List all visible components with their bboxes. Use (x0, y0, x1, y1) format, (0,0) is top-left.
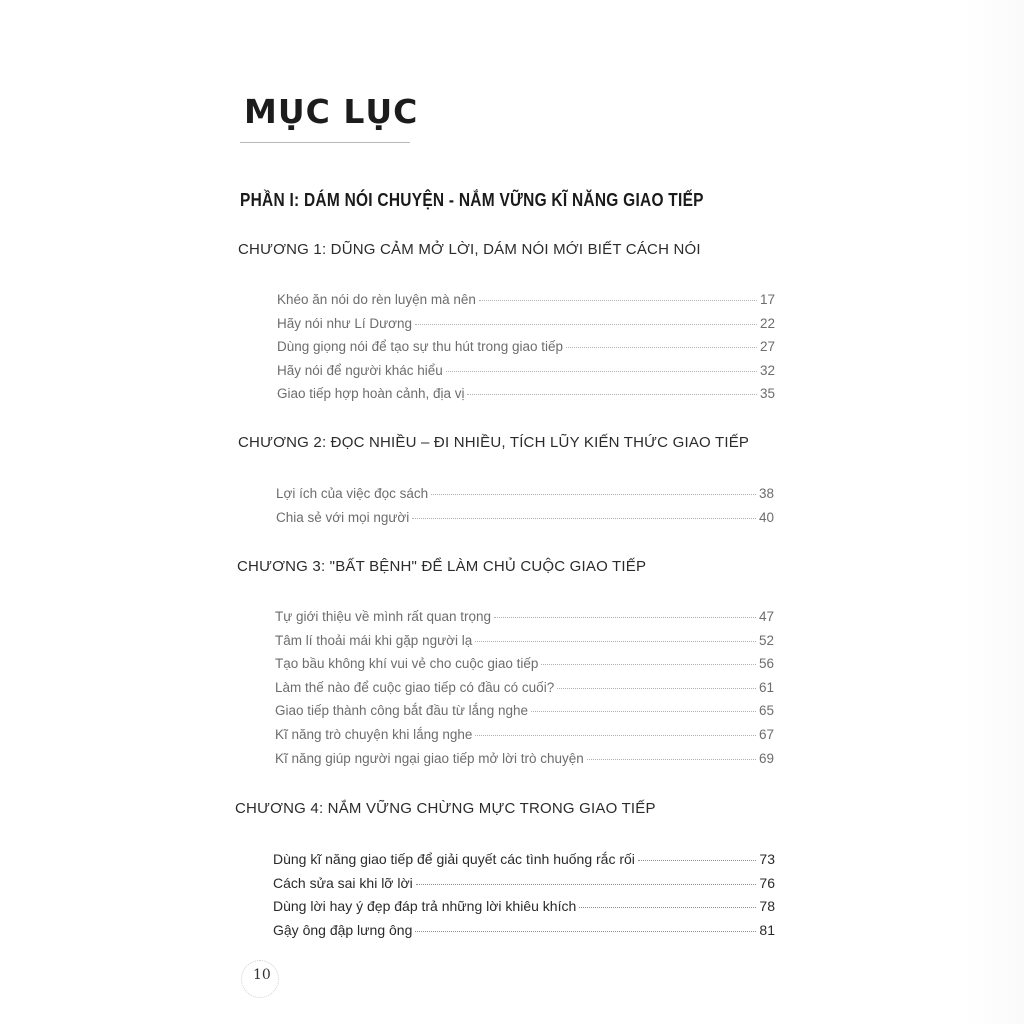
dot-leader (557, 688, 756, 689)
entry-title: Dùng lời hay ý đẹp đáp trả những lời khiêu khích (273, 898, 577, 915)
toc-entry[interactable] (275, 609, 774, 633)
page-number: 10 (253, 967, 271, 983)
chapter-1-entries (277, 292, 775, 410)
entry-page: 73 (759, 851, 775, 867)
dot-leader (431, 494, 756, 495)
dot-leader (638, 860, 757, 861)
entry-title: Lợi ích của việc đọc sách (276, 486, 429, 501)
page-title: MỤC LỤC (244, 92, 419, 131)
entry-title: Làm thế nào để cuộc giao tiếp có đầu có cuối? (275, 679, 555, 695)
toc-entry[interactable] (273, 922, 775, 946)
dot-leader (541, 664, 756, 665)
chapter-heading: CHƯƠNG 2: ĐỌC NHIỀU – ĐI NHIỀU, TÍCH LŨY KIẾN THỨC GIAO TIẾP (238, 434, 750, 451)
dot-leader (566, 347, 757, 348)
entry-page: 17 (759, 292, 775, 307)
entry-page: 56 (758, 656, 774, 672)
toc-entry[interactable] (277, 339, 775, 363)
dot-leader (415, 931, 756, 932)
title-underline (240, 142, 410, 143)
entry-page: 32 (759, 362, 775, 378)
toc-entry[interactable] (277, 292, 775, 316)
toc-entry[interactable] (275, 633, 774, 657)
entry-page: 47 (758, 609, 774, 624)
dot-leader (587, 759, 756, 760)
entry-page: 65 (758, 703, 774, 719)
dot-leader (475, 735, 756, 736)
chapter-3-entries (275, 609, 774, 774)
toc-entry[interactable] (275, 656, 774, 680)
toc-entry[interactable] (273, 898, 775, 922)
toc-entry[interactable] (276, 510, 774, 534)
dot-leader (446, 371, 757, 372)
entry-page: 22 (759, 315, 775, 331)
toc-entry[interactable] (277, 386, 775, 410)
toc-entry[interactable] (273, 851, 775, 875)
dot-leader (531, 711, 756, 712)
entry-page: 38 (758, 486, 774, 501)
dot-leader (415, 324, 757, 325)
dot-leader (475, 641, 756, 642)
entry-title: Tâm lí thoải mái khi gặp người lạ (275, 632, 473, 648)
entry-title: Dùng giọng nói để tạo sự thu hút trong giao tiếp (277, 339, 563, 355)
dot-leader (494, 617, 756, 618)
entry-page: 35 (759, 386, 775, 402)
entry-page: 27 (759, 339, 775, 355)
toc-entry[interactable] (276, 486, 774, 510)
entry-page: 61 (758, 679, 774, 695)
chapter-4-entries (273, 851, 775, 945)
entry-page: 78 (759, 898, 775, 915)
dot-leader (412, 518, 756, 519)
entry-page: 40 (758, 509, 774, 525)
entry-title: Gậy ông đập lưng ông (273, 921, 413, 938)
part-heading: PHẦN I: DÁM NÓI CHUYỆN - NẮM VỮNG KĨ NĂNG GIAO TIẾP (240, 190, 704, 210)
entry-page: 52 (758, 632, 774, 648)
chapter-2-entries (276, 486, 774, 533)
dot-leader (467, 394, 756, 395)
toc-entry[interactable] (277, 363, 775, 387)
entry-title: Kĩ năng trò chuyện khi lắng nghe (275, 726, 473, 742)
entry-page: 76 (759, 874, 775, 891)
chapter-heading: CHƯƠNG 1: DŨNG CẢM MỞ LỜI, DÁM NÓI MỚI BIẾT CÁCH NÓI (238, 241, 701, 258)
chapter-heading: CHƯƠNG 4: NẮM VỮNG CHỪNG MỰC TRONG GIAO TIẾP (235, 800, 656, 817)
dot-leader (579, 907, 756, 908)
entry-title: Chia sẻ với mọi người (276, 509, 410, 525)
entry-title: Giao tiếp thành công bắt đầu từ lắng nghe (275, 703, 528, 719)
entry-title: Kĩ năng giúp người ngại giao tiếp mở lời trò chuyện (275, 750, 584, 766)
toc-entry[interactable] (277, 316, 775, 340)
entry-title: Tạo bầu không khí vui vẻ cho cuộc giao tiếp (275, 656, 539, 672)
entry-page: 81 (759, 921, 775, 938)
toc-entry[interactable] (275, 751, 774, 775)
entry-title: Giao tiếp hợp hoàn cảnh, địa vị (277, 386, 465, 402)
entry-page: 67 (758, 726, 774, 742)
toc-entry[interactable] (275, 680, 774, 704)
entry-title: Tự giới thiệu về mình rất quan trọng (275, 609, 491, 624)
dot-leader (416, 884, 757, 885)
toc-entry[interactable] (275, 727, 774, 751)
entry-page: 69 (758, 750, 774, 766)
entry-title: Hãy nói để người khác hiểu (277, 362, 443, 378)
toc-entry[interactable] (273, 875, 775, 899)
entry-title: Hãy nói như Lí Dương (277, 315, 412, 331)
entry-title: Dùng kĩ năng giao tiếp để giải quyết các tình huống rắc rối (273, 851, 635, 867)
toc-entry[interactable] (275, 703, 774, 727)
dot-leader (479, 300, 757, 301)
chapter-heading: CHƯƠNG 3: "BẤT BỆNH" ĐỂ LÀM CHỦ CUỘC GIAO TIẾP (237, 558, 647, 575)
page-shadow (964, 0, 1024, 1024)
entry-title: Khéo ăn nói do rèn luyện mà nên (277, 292, 476, 307)
entry-title: Cách sửa sai khi lỡ lời (273, 874, 413, 891)
